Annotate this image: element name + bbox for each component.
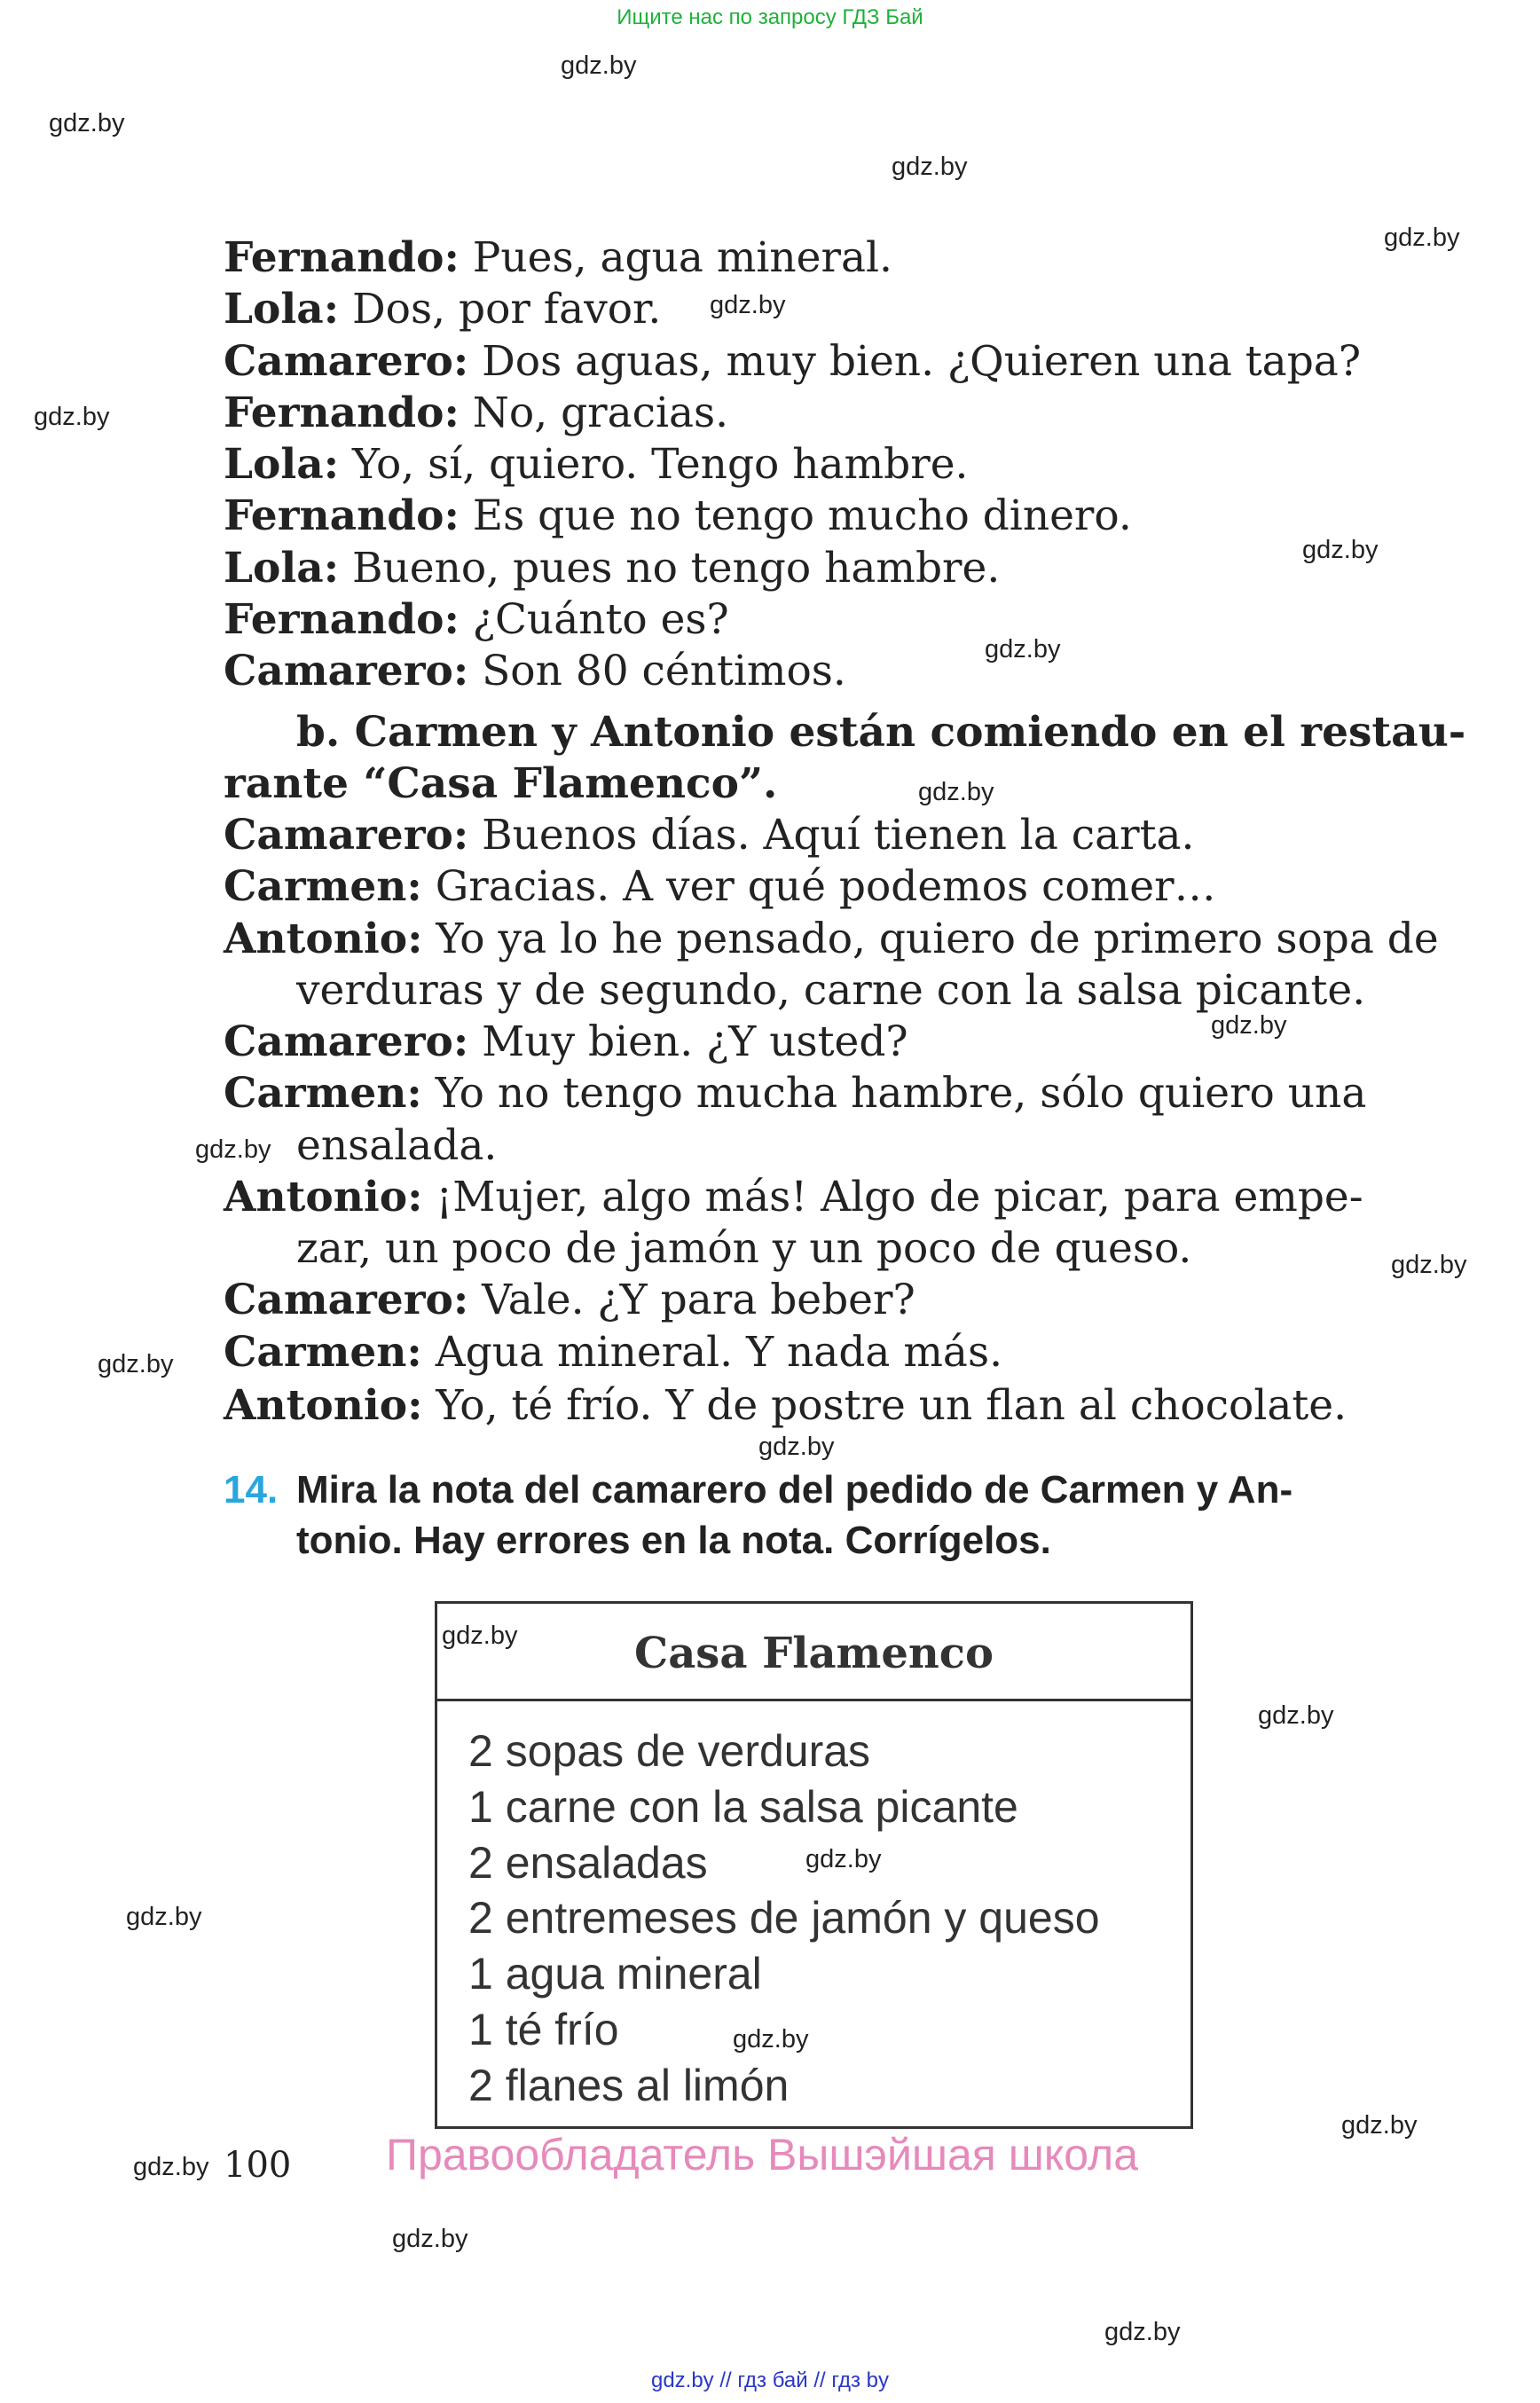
speaker-name: Lola:	[224, 440, 340, 489]
dialogue-line	[224, 491, 1132, 542]
speech-text: Dos, por favor.	[339, 285, 662, 334]
watermark: gdz.by	[1258, 1701, 1334, 1730]
speech-text: Yo no tengo mucha hambre, sólo quiero una	[421, 1069, 1367, 1118]
speech-text: Agua mineral. Y nada más.	[421, 1328, 1003, 1377]
watermark: gdz.by	[126, 1903, 202, 1931]
dialogue-line	[224, 336, 1361, 388]
speaker-name: Antonio:	[224, 915, 423, 963]
speech-text: Muy bien. ¿Y usted?	[468, 1017, 908, 1066]
watermark: gdz.by	[34, 403, 110, 431]
note-item: 1 agua mineral	[468, 1949, 762, 1999]
watermark: gdz.by	[892, 153, 968, 181]
note-item: 1 carne con la salsa picante	[468, 1782, 1018, 1832]
dialogue-line	[224, 232, 892, 284]
speech-text: No, gracias.	[459, 389, 729, 437]
watermark: gdz.by	[442, 1622, 518, 1650]
speaker-name: Fernando:	[224, 389, 460, 437]
footer-links[interactable]: gdz.by // гдз бай // гдз by	[650, 2368, 890, 2392]
speech-text: ¿Cuánto es?	[459, 595, 729, 644]
task-number: 14.	[224, 1468, 279, 1512]
note-title: Casa Flamenco	[633, 1629, 994, 1678]
speaker-name: Lola:	[224, 544, 340, 593]
speech-text: Yo, sí, quiero. Tengo hambre.	[339, 440, 969, 489]
watermark: gdz.by	[733, 2025, 809, 2054]
speaker-name: Carmen:	[224, 1069, 422, 1118]
note-item: 2 flanes al limón	[468, 2061, 790, 2110]
speech-text: Buenos días. Aquí tienen la carta.	[468, 811, 1195, 860]
dialogue-continuation: ensalada.	[296, 1121, 498, 1170]
section-b-heading: b. Carmen y Antonio están comiendo en el restau-	[296, 708, 1466, 757]
dialogue-line	[224, 810, 1194, 861]
dialogue-line	[224, 1017, 908, 1068]
dialogue-line	[224, 594, 729, 646]
speaker-name: Fernando:	[224, 233, 460, 282]
watermark: gdz.by	[195, 1135, 271, 1164]
speech-text: ¡Mujer, algo más! Algo de picar, para empe-	[422, 1173, 1363, 1221]
dialogue-line	[224, 388, 728, 439]
dialogue-continuation: zar, un poco de jamón y un poco de queso.	[296, 1224, 1192, 1273]
dialogue-line	[224, 861, 1216, 913]
watermark: gdz.by	[985, 635, 1061, 664]
speaker-name: Lola:	[224, 285, 340, 334]
speaker-name: Camarero:	[224, 1276, 469, 1324]
dialogue-line	[224, 646, 846, 697]
speech-text: Gracias. A ver qué podemos comer…	[421, 862, 1216, 911]
speech-text: Es que no tengo mucho dinero.	[459, 491, 1132, 540]
watermark: gdz.by	[1104, 2318, 1181, 2346]
dialogue-line	[224, 1068, 1366, 1119]
dialogue-continuation: verduras y de segundo, carne con la salsa picante.	[296, 966, 1366, 1015]
speaker-name: Antonio:	[224, 1173, 423, 1221]
watermark: gdz.by	[1211, 1011, 1287, 1040]
note-item: 2 entremeses de jamón y queso	[468, 1893, 1100, 1943]
speaker-name: Camarero:	[224, 647, 469, 695]
watermark: gdz.by	[710, 291, 786, 319]
watermark: gdz.by	[758, 1433, 835, 1461]
watermark: gdz.by	[561, 51, 637, 80]
search-note: Ищите нас по запросу ГДЗ Бай	[617, 5, 923, 29]
watermark: gdz.by	[805, 1845, 882, 1873]
dialogue-line	[224, 284, 661, 335]
watermark: gdz.by	[1391, 1251, 1467, 1279]
speech-text: Pues, agua mineral.	[459, 233, 892, 282]
speaker-name: Fernando:	[224, 595, 460, 644]
dialogue-line	[224, 439, 968, 491]
speaker-name: Antonio:	[224, 1381, 423, 1430]
dialogue-line	[224, 914, 1439, 965]
watermark: gdz.by	[918, 778, 994, 806]
speech-text: Vale. ¿Y para beber?	[468, 1276, 915, 1324]
note-item: 1 té frío	[468, 2005, 619, 2054]
speaker-name: Carmen:	[224, 862, 422, 911]
watermark: gdz.by	[1341, 2111, 1418, 2140]
speech-text: Yo ya lo he pensado, quiero de primero sopa de	[422, 915, 1439, 963]
task-instruction-cont: tonio. Hay errores en la nota. Corrígelos.	[296, 1519, 1051, 1562]
speech-text: Dos aguas, muy bien. ¿Quieren una tapa?	[468, 337, 1362, 386]
watermark: gdz.by	[1302, 536, 1379, 564]
watermark: gdz.by	[98, 1350, 174, 1378]
watermark: gdz.by	[392, 2225, 468, 2253]
watermark: gdz.by	[133, 2153, 209, 2181]
waiter-note	[435, 1601, 1193, 2129]
copyright-notice: Правообладатель Вышэйшая школа	[386, 2130, 1138, 2179]
task-instruction: Mira la nota del camarero del pedido de Carmen y An-	[296, 1468, 1293, 1512]
dialogue-line	[224, 543, 1000, 594]
speaker-name: Camarero:	[224, 337, 469, 386]
note-header	[437, 1604, 1190, 1701]
speech-text: Bueno, pues no tengo hambre.	[339, 544, 1001, 593]
speaker-name: Fernando:	[224, 491, 460, 540]
speech-text: Yo, té frío. Y de postre un flan al chocolate.	[422, 1381, 1348, 1430]
section-b-heading-cont: rante “Casa Flamenco”.	[224, 759, 778, 808]
page-number: 100	[224, 2145, 292, 2186]
note-item: 2 sopas de verduras	[468, 1726, 871, 1776]
dialogue-line	[224, 1327, 1002, 1378]
dialogue-line	[224, 1172, 1363, 1223]
speaker-name: Camarero:	[224, 811, 469, 860]
speaker-name: Carmen:	[224, 1328, 422, 1377]
speech-text: Son 80 céntimos.	[468, 647, 846, 695]
dialogue-line	[224, 1380, 1347, 1432]
watermark: gdz.by	[1384, 224, 1460, 252]
speaker-name: Camarero:	[224, 1017, 469, 1066]
watermark: gdz.by	[49, 109, 125, 137]
dialogue-line	[224, 1275, 915, 1326]
note-item: 2 ensaladas	[468, 1838, 708, 1888]
